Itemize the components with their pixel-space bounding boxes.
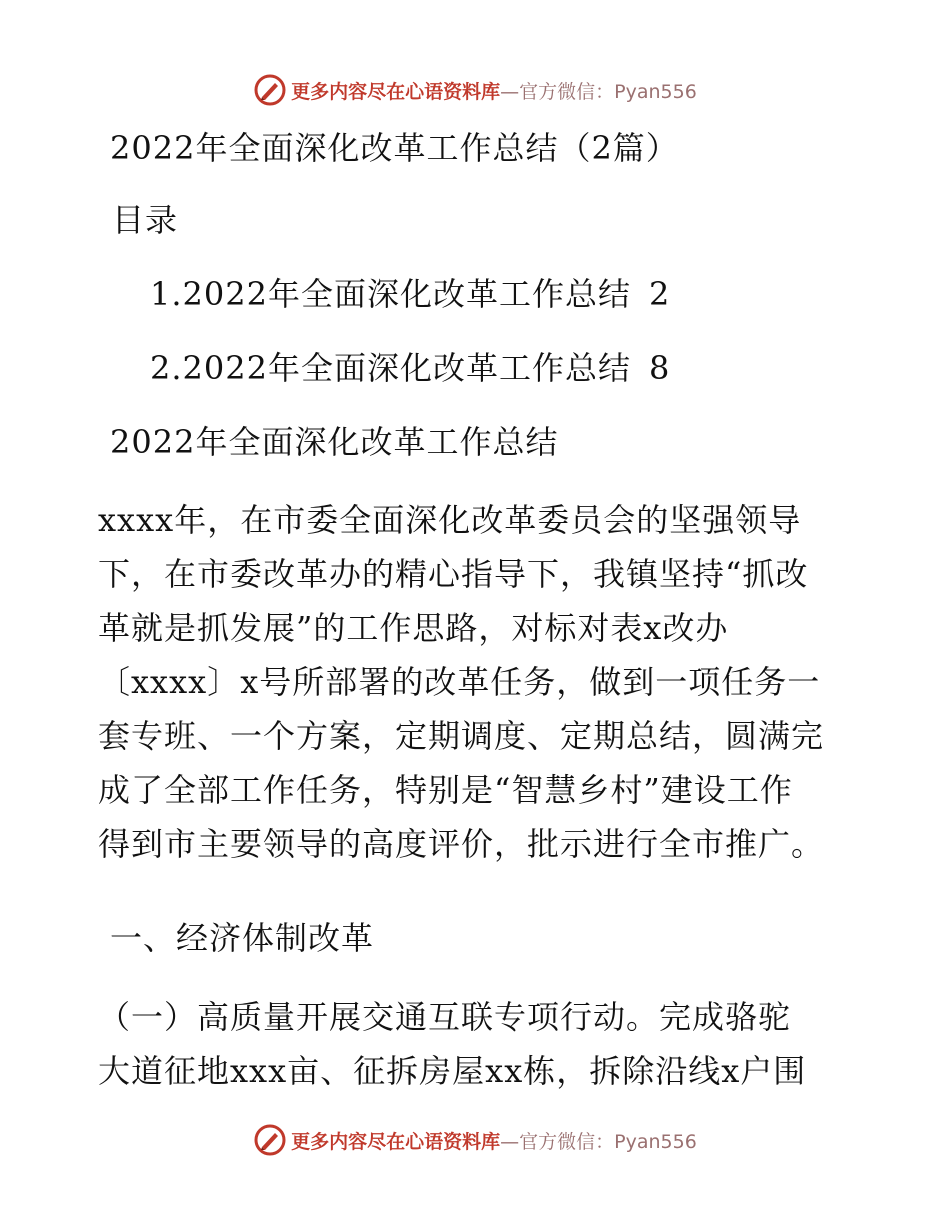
watermark-rest-text: —官方微信：Pyan556 <box>500 80 697 103</box>
toc-item-page: 2 <box>648 275 671 313</box>
heading-economic-reform: 一、经济体制改革 <box>110 919 375 957</box>
intro-paragraph <box>98 493 858 871</box>
paragraph-line: 得到市主要领导的高度评价，批示进行全市推广。 <box>98 825 825 863</box>
document-title: 2022年全面深化改革工作总结（2篇） <box>110 129 679 167</box>
watermark-highlight-text: 更多内容尽在心语资料库 <box>291 80 501 103</box>
watermark-rest-text: —官方微信：Pyan556 <box>500 1130 697 1153</box>
section-title: 2022年全面深化改革工作总结 <box>110 423 559 461</box>
body-paragraph <box>98 990 858 1098</box>
paragraph-line: 下，在市委改革办的精心指导下，我镇坚持“抓改 <box>98 555 809 593</box>
toc-item-label: 2.2022年全面深化改革工作总结 <box>150 349 631 387</box>
toc-item-page: 8 <box>648 349 671 387</box>
paragraph-line: 大道征地xxx亩、征拆房屋xx栋，拆除沿线x户围 <box>98 1052 807 1090</box>
toc-item-label: 1.2022年全面深化改革工作总结 <box>150 275 631 313</box>
watermark-header <box>0 70 950 110</box>
toc-heading: 目录 <box>112 201 179 239</box>
paragraph-line: （一）高质量开展交通互联专项行动。完成骆驼 <box>98 998 792 1036</box>
paragraph-line: xxxx年，在市委全面深化改革委员会的坚强领导 <box>98 501 802 539</box>
paragraph-line: 成了全部工作任务，特别是“智慧乡村”建设工作 <box>98 771 793 809</box>
toc-item[interactable] <box>150 274 670 314</box>
pen-logo-icon <box>253 73 287 107</box>
watermark-footer <box>0 1120 950 1160</box>
pen-logo-icon <box>253 1123 287 1157</box>
paragraph-line: 套专班、一个方案，定期调度、定期总结，圆满完 <box>98 717 825 755</box>
toc-item[interactable] <box>150 348 670 388</box>
watermark-highlight-text: 更多内容尽在心语资料库 <box>291 1130 501 1153</box>
paragraph-line: 〔xxxx〕x号所部署的改革任务，做到一项任务一 <box>98 663 821 701</box>
paragraph-line: 革就是抓发展”的工作思路，对标对表x改办 <box>98 609 729 647</box>
